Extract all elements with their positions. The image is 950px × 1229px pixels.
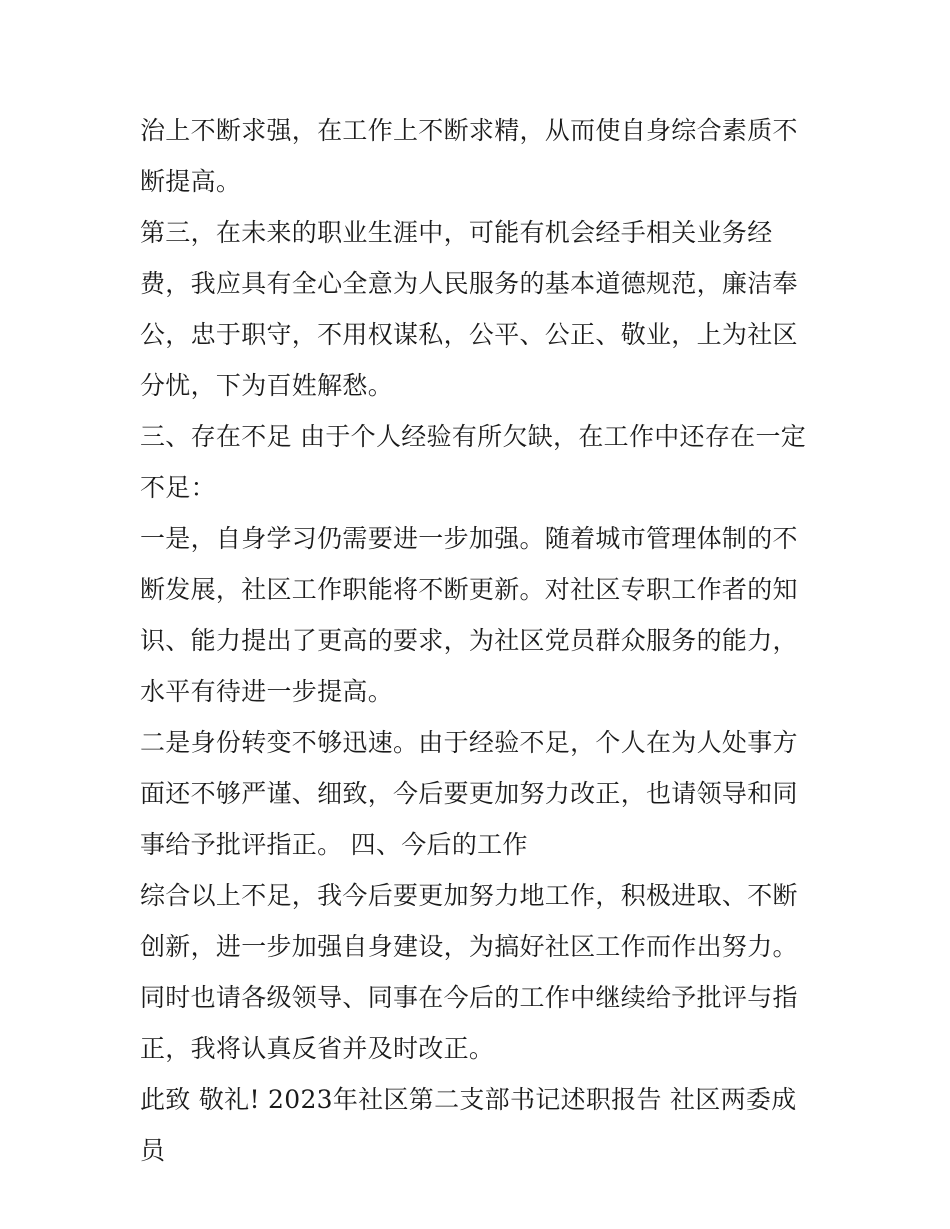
paragraph-future-work: 综合以上不足，我今后要更加努力地工作，积极进取、不断创新，进一步加强自身建设，为搞好社区工作而作出努力。同时也请各级领导、同事在今后的工作中继续给予批评与指正，我将认真反省并及时改正。 bbox=[140, 881, 798, 1063]
paragraph-shortcoming-one: 一是，自身学习仍需要进一步加强。随着城市管理体制的不断发展，社区工作职能将不断更新。对社区专职工作者的知识、能力提出了更高的要求，为社区党员群众服务的能力，水平有待进一步提高。 bbox=[140, 524, 798, 706]
paragraph-continuation: 治上不断求强，在工作上不断求精，从而使自身综合素质不断提高。 bbox=[140, 116, 798, 196]
paragraph-shortcoming-two: 二是身份转变不够迅速。由于经验不足，个人在为人处事方面还不够严谨、细致，今后要更加努力改正，也请领导和同事给予批评指正。 四、今后的工作 bbox=[140, 728, 798, 859]
document-body bbox=[140, 105, 820, 1176]
paragraph-shortcomings-heading: 三、存在不足 由于个人经验有所欠缺，在工作中还存在一定不足： bbox=[140, 422, 807, 502]
paragraph-third-point: 第三，在未来的职业生涯中，可能有机会经手相关业务经费，我应具有全心全意为人民服务的基本道德规范，廉洁奉公，忠于职守，不用权谋私，公平、公正、敬业，上为社区分忧，下为百姓解愁。 bbox=[140, 218, 798, 400]
paragraph-closing: 此致 敬礼! 2023年社区第二支部书记述职报告 社区两委成员 bbox=[140, 1085, 797, 1165]
